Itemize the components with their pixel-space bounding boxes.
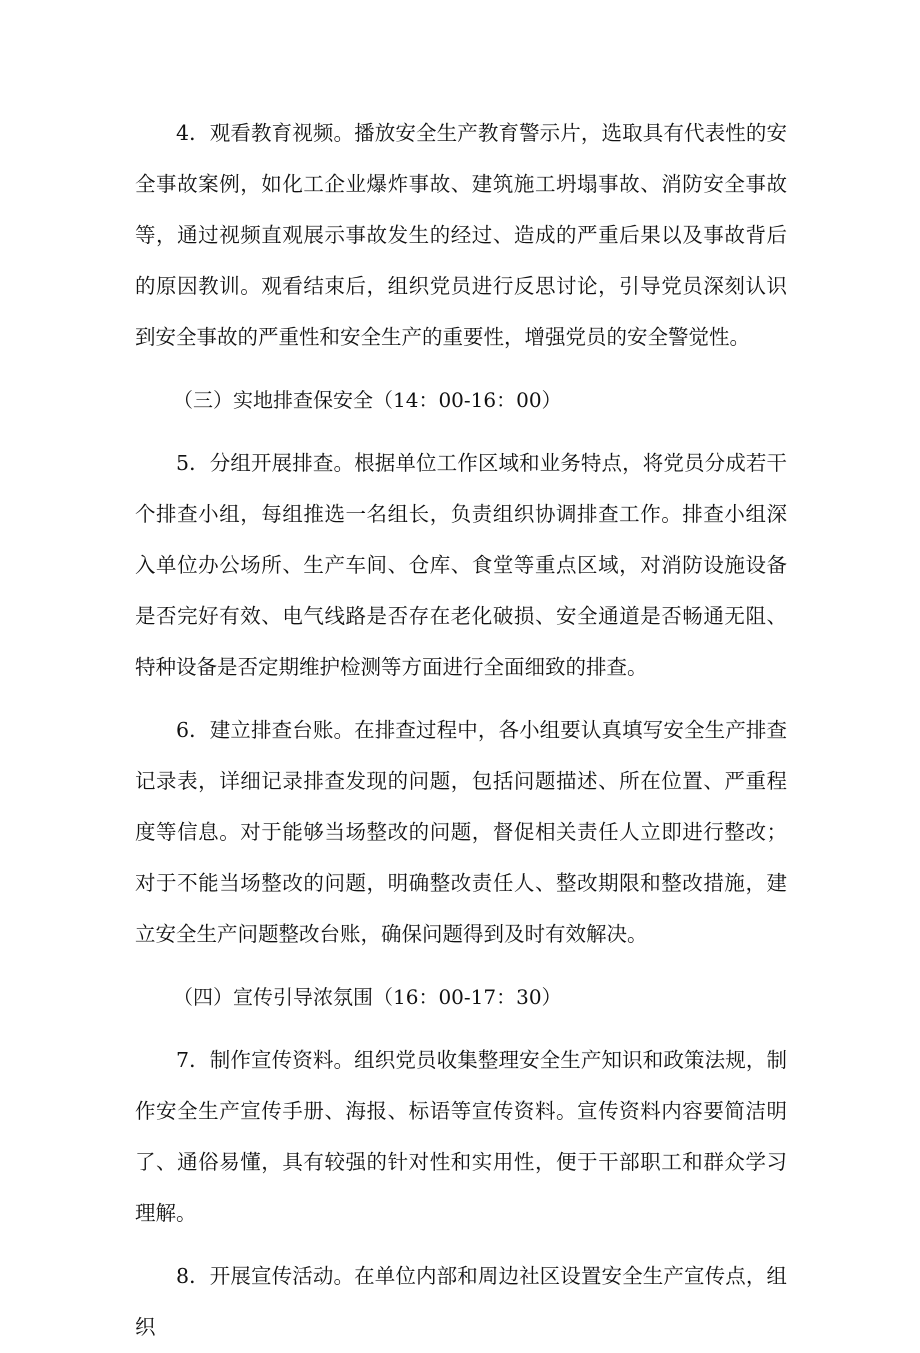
document-page <box>135 108 787 1353</box>
paragraph-8-publicity-activities: 8．开展宣传活动。在单位内部和周边社区设置安全生产宣传点，组织 <box>135 1264 787 1339</box>
paragraph-4-watch-education-video: 4．观看教育视频。播放安全生产教育警示片，选取具有代表性的安全事故案例，如化工企业爆炸事故、建筑施工坍塌事故、消防安全事故等，通过视频直观展示事故发生的经过、造成的严重后果以及事故背后的原因教训。观看结束后，组织党员进行反思讨论，引导党员深刻认识到安全事故的严重性和安全生产的重要性，增强党员的安全警觉性。 <box>135 121 787 349</box>
paragraph-5-group-inspection: 5．分组开展排查。根据单位工作区域和业务特点，将党员分成若干个排查小组，每组推选一名组长，负责组织协调排查工作。排查小组深入单位办公场所、生产车间、仓库、食堂等重点区域，对消防设施设备是否完好有效、电气线路是否存在老化破损、安全通道是否畅通无阻、特种设备是否定期维护检测等方面进行全面细致的排查。 <box>135 451 787 679</box>
paragraph-6-inspection-ledger: 6．建立排查台账。在排查过程中，各小组要认真填写安全生产排查记录表，详细记录排查发现的问题，包括问题描述、所在位置、严重程度等信息。对于能够当场整改的问题，督促相关责任人立即进行整改；对于不能当场整改的问题，明确整改责任人、整改期限和整改措施，建立安全生产问题整改台账，确保问题得到及时有效解决。 <box>135 718 787 946</box>
section-heading-4-publicity: （四）宣传引导浓氛围（16：00-17：30） <box>173 985 562 1009</box>
paragraph-7-publicity-materials: 7．制作宣传资料。组织党员收集整理安全生产知识和政策法规，制作安全生产宣传手册、海报、标语等宣传资料。宣传资料内容要简洁明了、通俗易懂，具有较强的针对性和实用性，便于干部职工和群众学习理解。 <box>135 1048 787 1225</box>
section-heading-3-onsite-inspection: （三）实地排查保安全（14：00-16：00） <box>173 388 562 412</box>
